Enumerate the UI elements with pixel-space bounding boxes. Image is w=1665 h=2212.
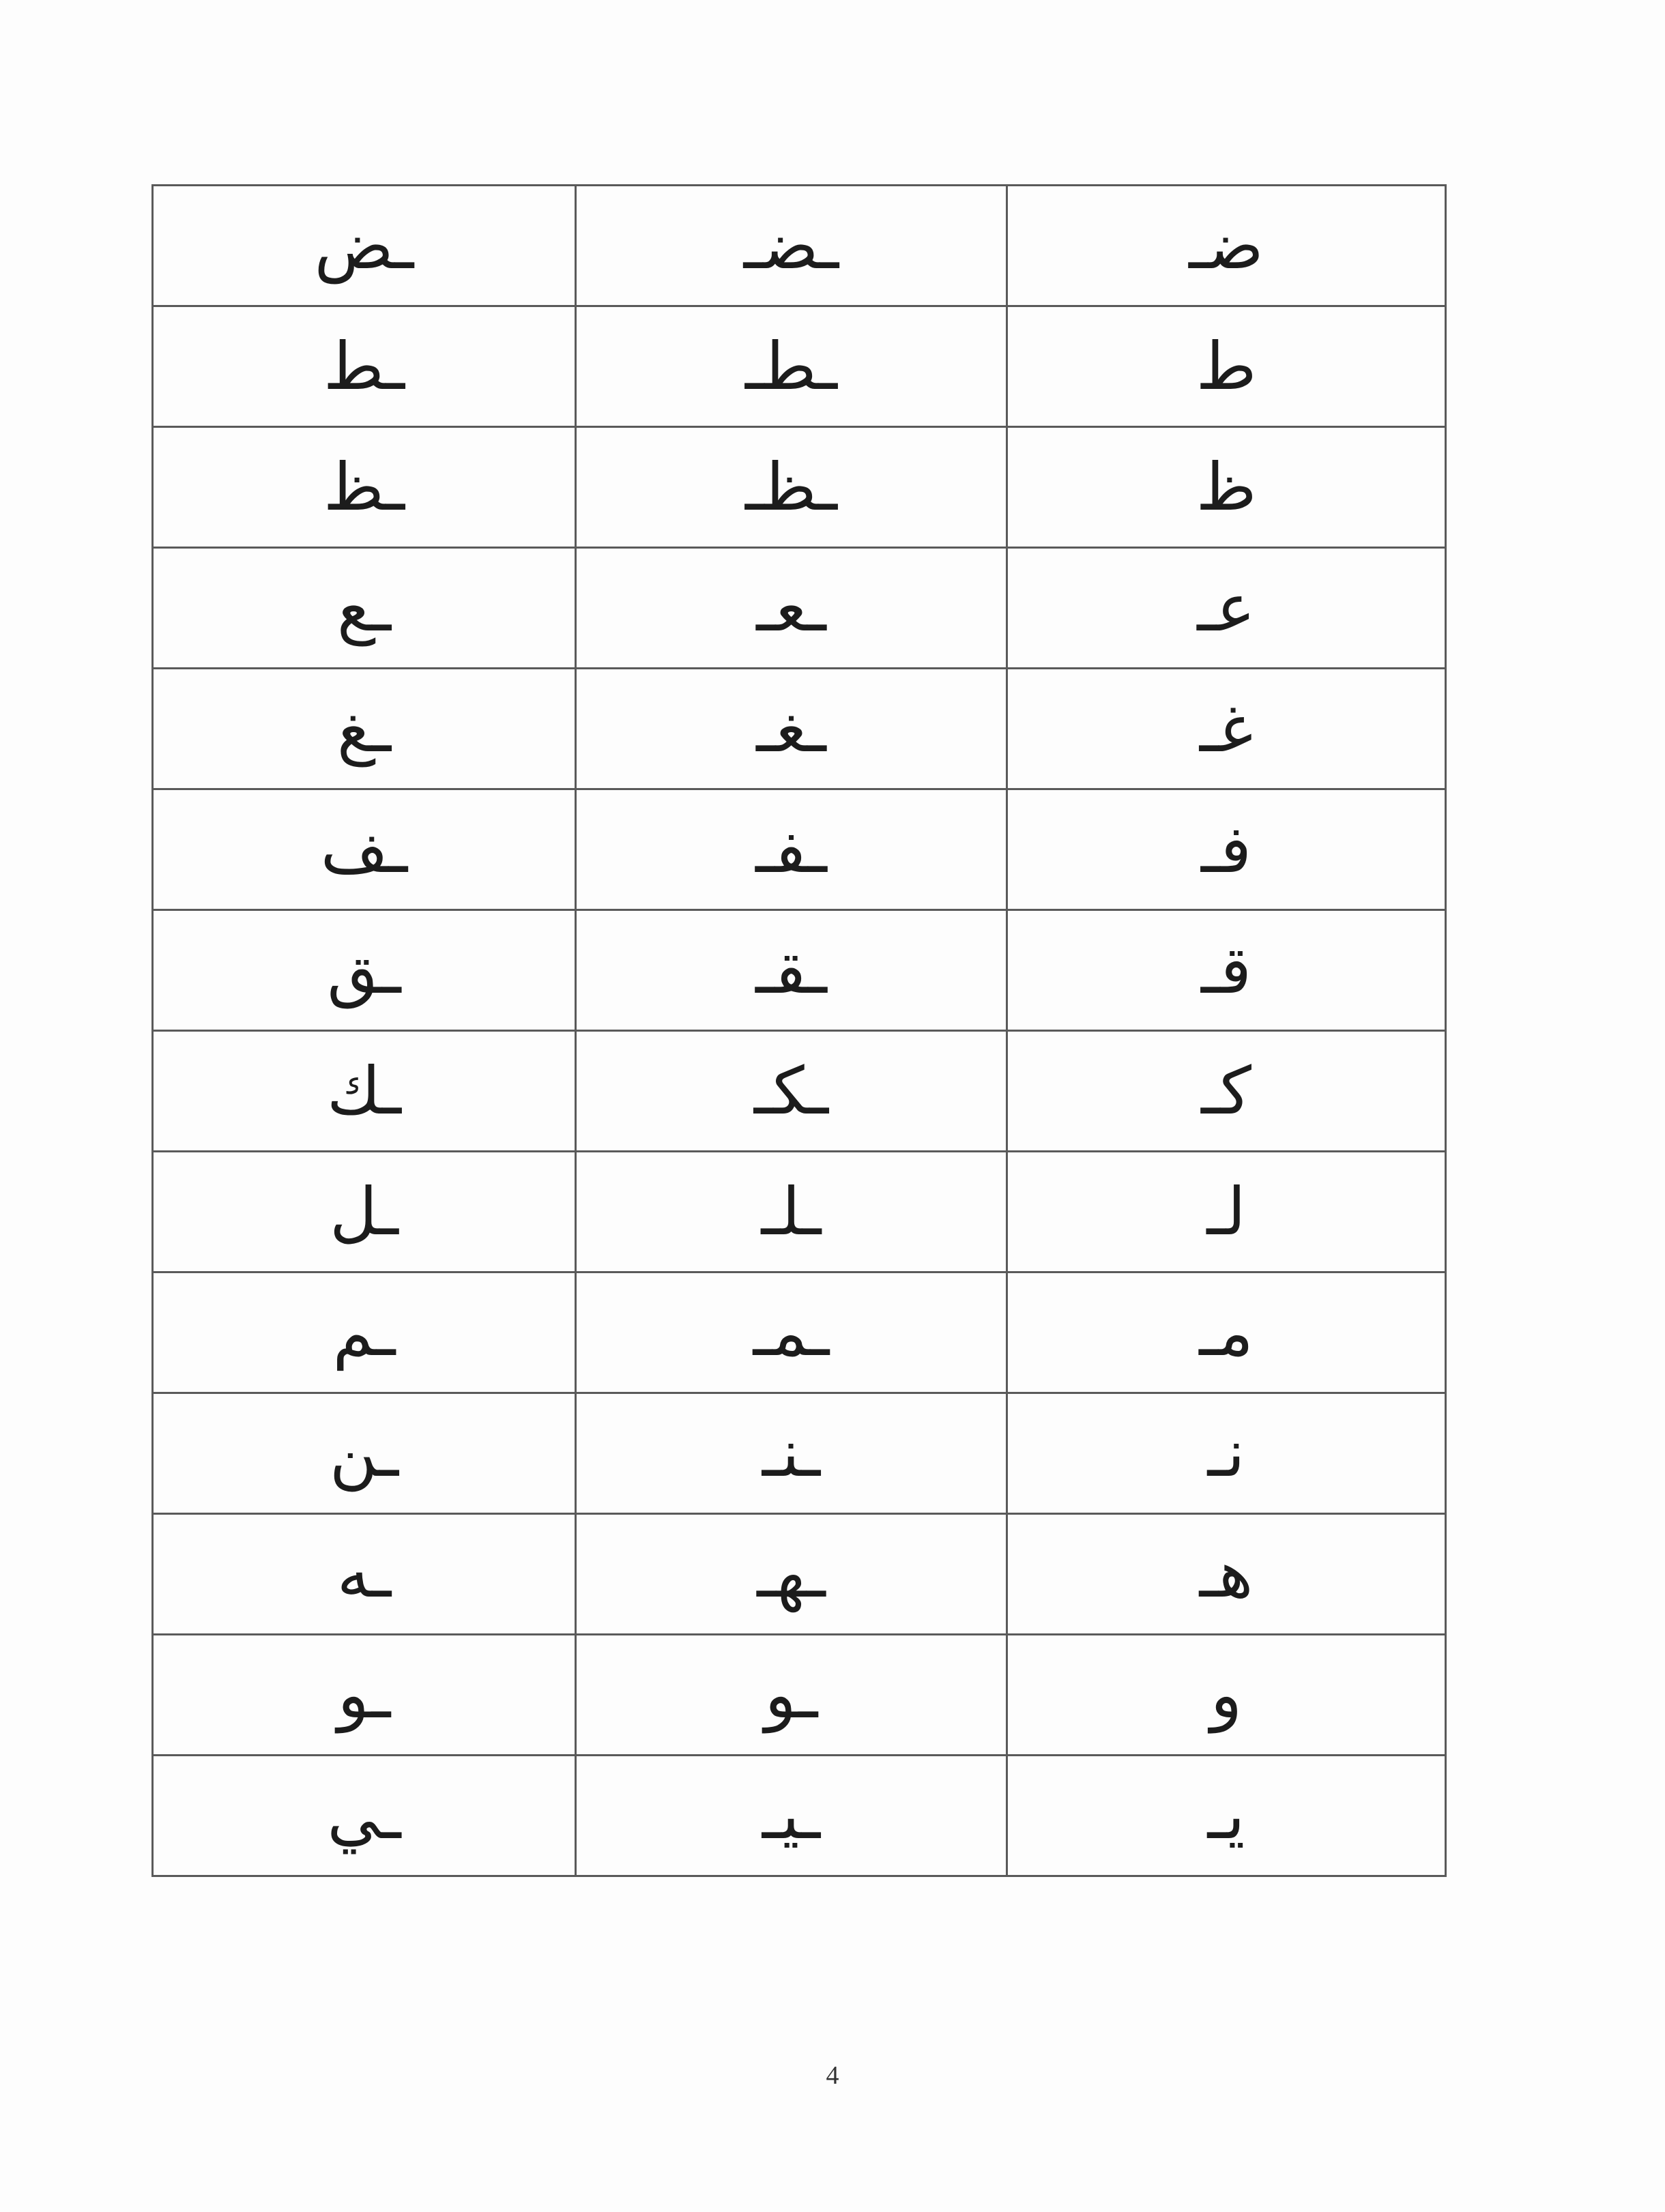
middle-form-cell: ـو — [576, 1635, 1007, 1756]
middle-form-cell: ـكـ — [576, 1031, 1007, 1152]
beginning-form-cell: نـ — [1007, 1393, 1446, 1514]
table-row — [153, 1635, 1446, 1756]
middle-form-cell: ـضـ — [576, 186, 1007, 306]
beginning-form-cell: ظ — [1007, 427, 1446, 548]
table-row — [153, 1756, 1446, 1876]
table-row — [153, 1152, 1446, 1272]
middle-form-cell: ـقـ — [576, 910, 1007, 1031]
beginning-form-cell: مـ — [1007, 1272, 1446, 1393]
end-form-cell: ـل — [153, 1152, 576, 1272]
beginning-form-cell: كـ — [1007, 1031, 1446, 1152]
end-form-cell: ـغ — [153, 669, 576, 789]
beginning-form-cell: ط — [1007, 306, 1446, 427]
end-form-cell: ـع — [153, 548, 576, 669]
end-form-cell: ـم — [153, 1272, 576, 1393]
beginning-form-cell: لـ — [1007, 1152, 1446, 1272]
end-form-cell: ـو — [153, 1635, 576, 1756]
table-row — [153, 1393, 1446, 1514]
table-row — [153, 1514, 1446, 1635]
page-number: 4 — [826, 2061, 839, 2090]
end-form-cell: ـق — [153, 910, 576, 1031]
table-row — [153, 910, 1446, 1031]
middle-form-cell: ـمـ — [576, 1272, 1007, 1393]
middle-form-cell: ـفـ — [576, 789, 1007, 910]
middle-form-cell: ـلـ — [576, 1152, 1007, 1272]
letter-shapes-body — [153, 186, 1446, 1876]
end-form-cell: ـن — [153, 1393, 576, 1514]
table-row — [153, 548, 1446, 669]
letter-shapes-table — [151, 184, 1447, 1877]
table-row — [153, 306, 1446, 427]
table-row — [153, 1272, 1446, 1393]
end-form-cell: ـف — [153, 789, 576, 910]
table-row — [153, 1031, 1446, 1152]
end-form-cell: ـظ — [153, 427, 576, 548]
end-form-cell: ـي — [153, 1756, 576, 1876]
table-row — [153, 186, 1446, 306]
end-form-cell: ـض — [153, 186, 576, 306]
middle-form-cell: ـغـ — [576, 669, 1007, 789]
beginning-form-cell: يـ — [1007, 1756, 1446, 1876]
middle-form-cell: ـيـ — [576, 1756, 1007, 1876]
beginning-form-cell: غـ — [1007, 669, 1446, 789]
beginning-form-cell: هـ — [1007, 1514, 1446, 1635]
middle-form-cell: ـعـ — [576, 548, 1007, 669]
beginning-form-cell: ضـ — [1007, 186, 1446, 306]
beginning-form-cell: و — [1007, 1635, 1446, 1756]
middle-form-cell: ـنـ — [576, 1393, 1007, 1514]
beginning-form-cell: قـ — [1007, 910, 1446, 1031]
middle-form-cell: ـهـ — [576, 1514, 1007, 1635]
beginning-form-cell: عـ — [1007, 548, 1446, 669]
table-row — [153, 427, 1446, 548]
middle-form-cell: ـظـ — [576, 427, 1007, 548]
middle-form-cell: ـطـ — [576, 306, 1007, 427]
end-form-cell: ـه — [153, 1514, 576, 1635]
end-form-cell: ـط — [153, 306, 576, 427]
table-row — [153, 789, 1446, 910]
table-row — [153, 669, 1446, 789]
end-form-cell: ـك — [153, 1031, 576, 1152]
beginning-form-cell: فـ — [1007, 789, 1446, 910]
